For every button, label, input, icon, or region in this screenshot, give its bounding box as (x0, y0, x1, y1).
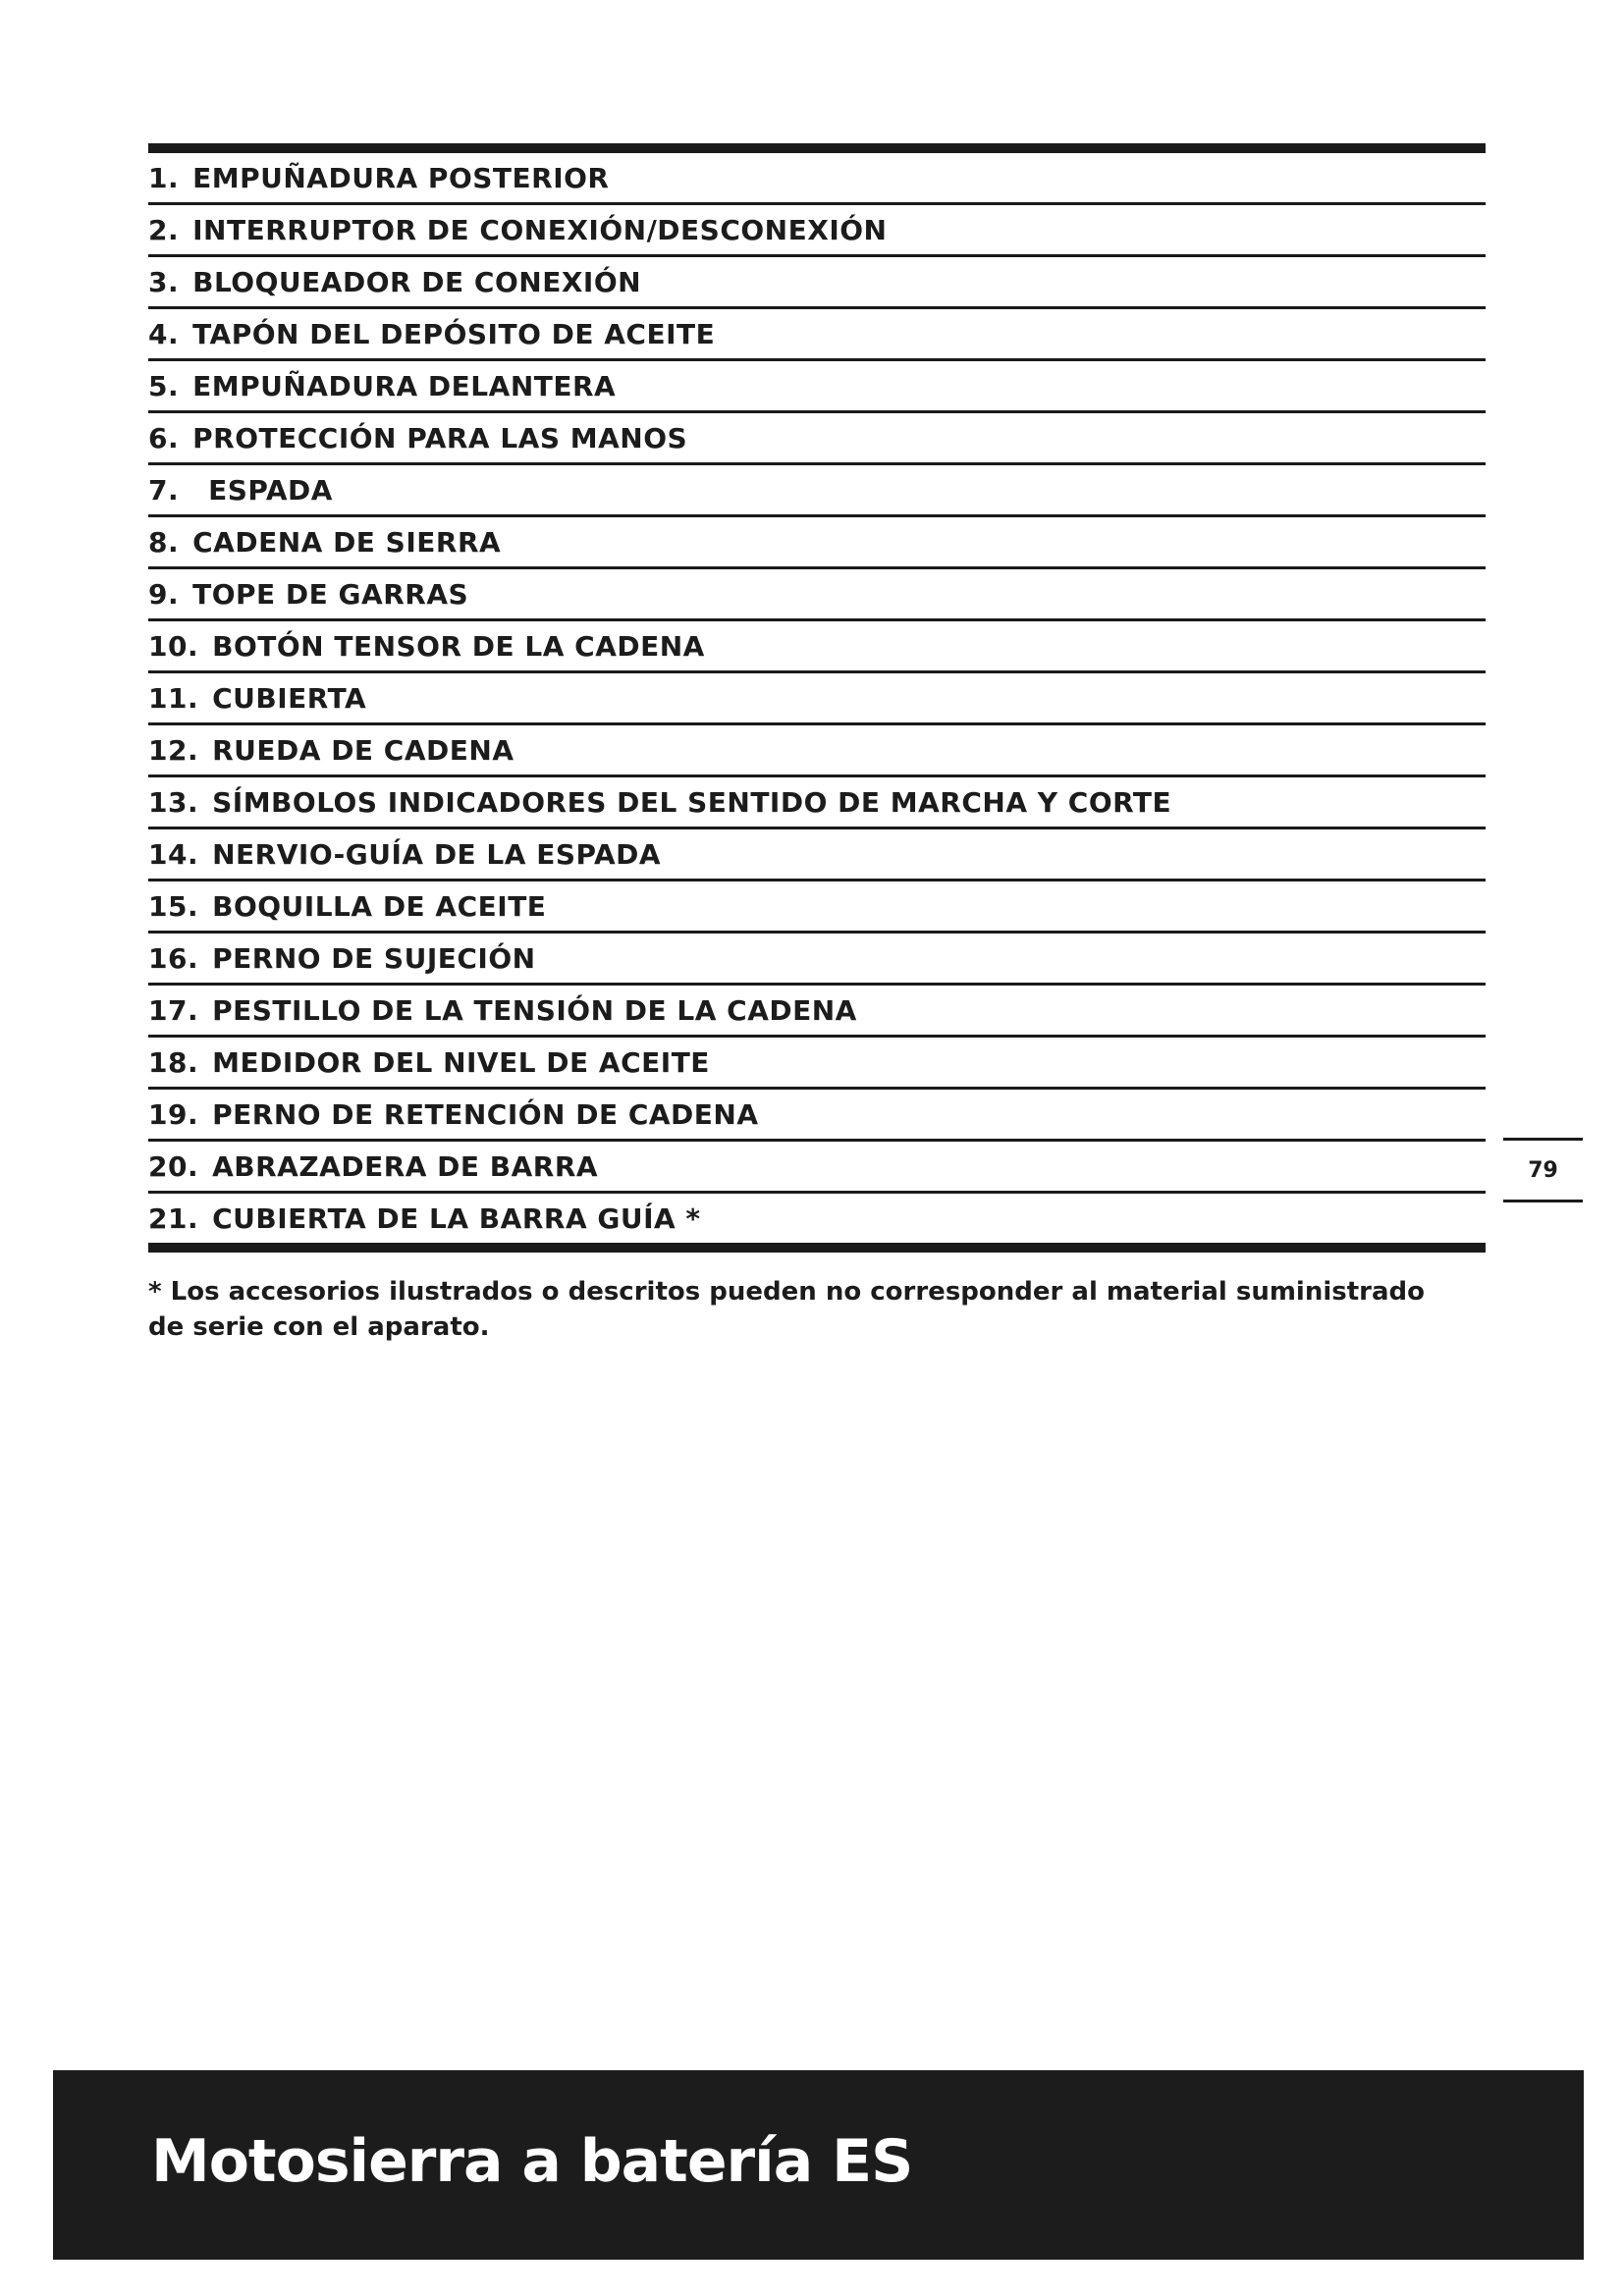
part-number: 7. (148, 473, 180, 507)
part-number: 5. (148, 369, 180, 402)
part-item-1 (148, 153, 1486, 205)
part-label: BOTÓN TENSOR DE LA CADENA (212, 629, 705, 663)
footer-bar (53, 2070, 1584, 2260)
part-number: 6. (148, 421, 180, 454)
part-number: 21. (148, 1201, 199, 1235)
part-item-3 (148, 257, 1486, 309)
part-number: 12. (148, 733, 199, 767)
part-number: 16. (148, 941, 199, 975)
part-number: 14. (148, 837, 199, 871)
part-item-20 (148, 1142, 1486, 1194)
part-label: NERVIO-GUÍA DE LA ESPADA (212, 837, 662, 871)
part-label: BOQUILLA DE ACEITE (212, 889, 547, 923)
part-number: 8. (148, 525, 180, 559)
part-label: SÍMBOLOS INDICADORES DEL SENTIDO DE MARCHA Y CORTE (212, 785, 1172, 819)
part-number: 9. (148, 577, 180, 611)
part-label: MEDIDOR DEL NIVEL DE ACEITE (212, 1045, 710, 1079)
part-label: CUBIERTA (212, 681, 367, 715)
part-label: BLOQUEADOR DE CONEXIÓN (192, 265, 642, 298)
part-label: INTERRUPTOR DE CONEXIÓN/DESCONEXIÓN (192, 213, 888, 246)
page-number: 79 (1503, 1138, 1583, 1202)
part-label: ESPADA (208, 473, 333, 507)
part-number: 3. (148, 265, 180, 298)
part-label: EMPUÑADURA POSTERIOR (192, 161, 610, 194)
part-item-21 (148, 1194, 1486, 1253)
part-number: 19. (148, 1097, 199, 1131)
part-number: 15. (148, 889, 199, 923)
part-item-5 (148, 361, 1486, 413)
part-item-17 (148, 986, 1486, 1038)
part-item-2 (148, 205, 1486, 257)
part-label: RUEDA DE CADENA (212, 733, 514, 767)
parts-list (148, 143, 1486, 1253)
part-number: 18. (148, 1045, 199, 1079)
part-item-7 (148, 465, 1486, 517)
part-item-18 (148, 1038, 1486, 1090)
part-item-15 (148, 881, 1486, 934)
part-label: PERNO DE SUJECIÓN (212, 941, 536, 975)
part-item-9 (148, 569, 1486, 621)
footnote: * Los accesorios ilustrados o descritos pueden no corresponder al material suministrado de serie con el aparato. (148, 1277, 1425, 1342)
part-item-6 (148, 413, 1486, 465)
part-item-16 (148, 934, 1486, 986)
part-label: PROTECCIÓN PARA LAS MANOS (192, 421, 688, 454)
part-item-19 (148, 1090, 1486, 1142)
part-label: PESTILLO DE LA TENSIÓN DE LA CADENA (212, 993, 857, 1027)
part-number: 1. (148, 161, 180, 194)
part-number: 10. (148, 629, 199, 663)
part-item-11 (148, 673, 1486, 725)
part-item-12 (148, 725, 1486, 777)
part-number: 17. (148, 993, 199, 1027)
part-number: 20. (148, 1149, 199, 1183)
part-label: TAPÓN DEL DEPÓSITO DE ACEITE (192, 317, 716, 350)
part-item-14 (148, 829, 1486, 881)
part-item-4 (148, 309, 1486, 361)
part-number: 4. (148, 317, 180, 350)
part-label: TOPE DE GARRAS (192, 577, 469, 611)
footer-title: Motosierra a batería ES (151, 2127, 913, 2196)
part-label: EMPUÑADURA DELANTERA (192, 369, 617, 402)
part-label: PERNO DE RETENCIÓN DE CADENA (212, 1097, 759, 1131)
part-item-10 (148, 621, 1486, 673)
part-number: 2. (148, 213, 180, 246)
part-item-8 (148, 517, 1486, 569)
part-label: ABRAZADERA DE BARRA (212, 1149, 599, 1183)
part-item-13 (148, 777, 1486, 829)
part-number: 11. (148, 681, 199, 715)
part-label: CADENA DE SIERRA (192, 525, 502, 559)
part-label: CUBIERTA DE LA BARRA GUÍA * (212, 1201, 701, 1235)
part-number: 13. (148, 785, 199, 819)
